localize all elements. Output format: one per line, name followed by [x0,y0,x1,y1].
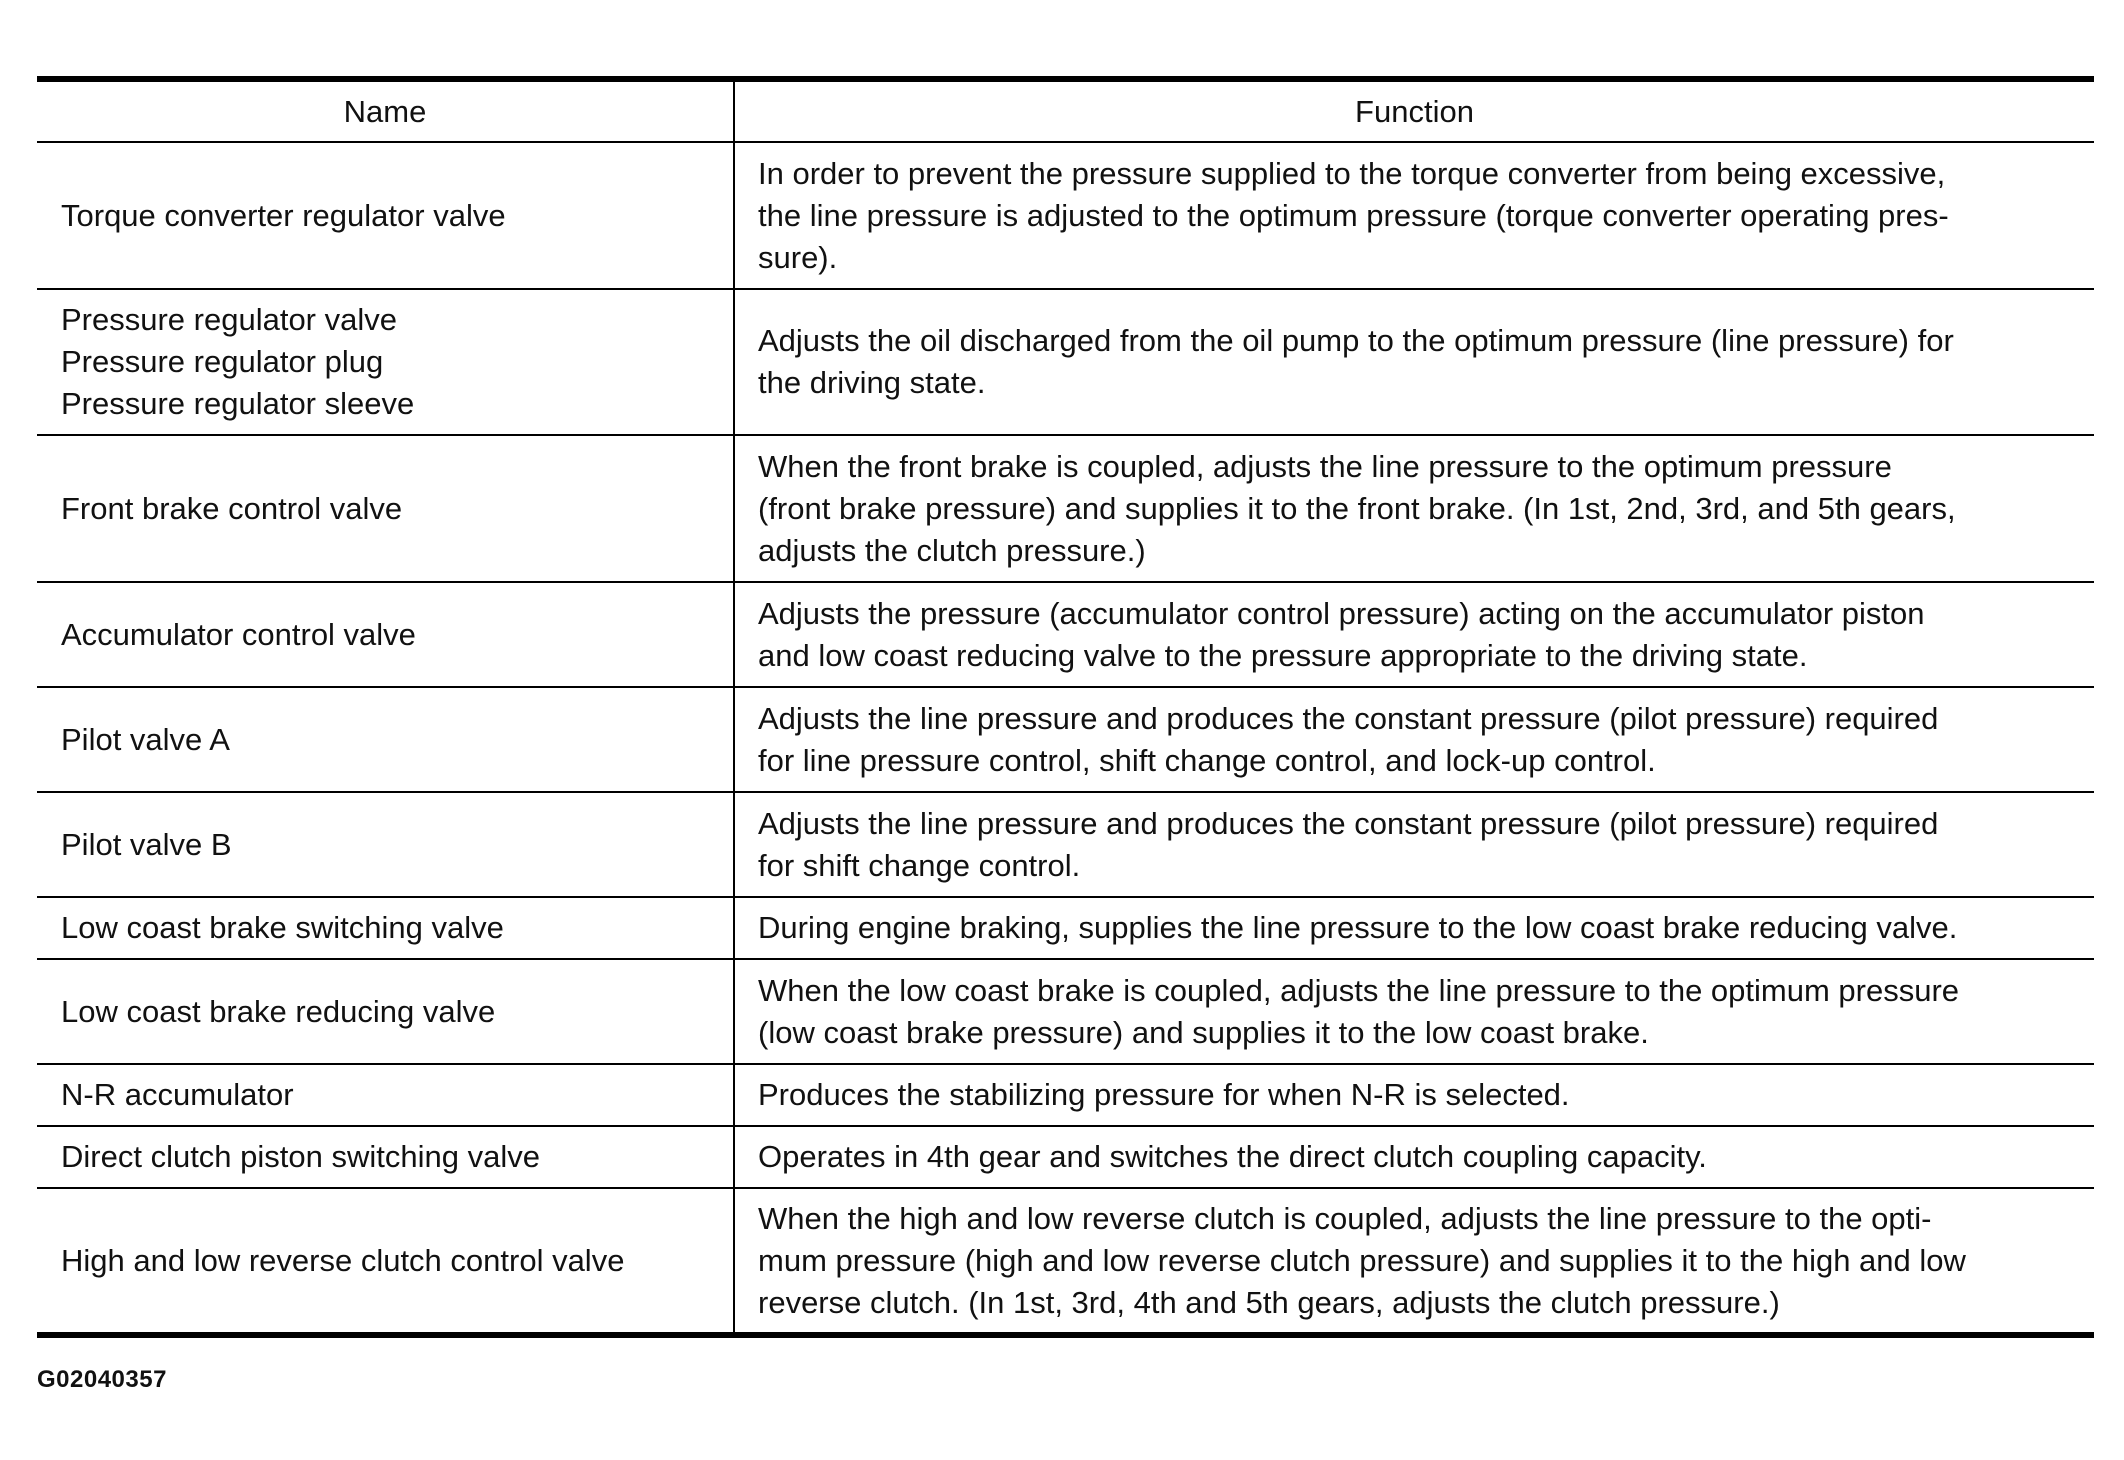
valve-function-cell: When the front brake is coupled, adjusts the line pressure to the optimum pressure (front brake pressure) and supplies it to the front brake. (In 1st, 2nd, 3rd, and 5th gears, adjusts the clutch pressure.) [734,435,2094,582]
valve-function-cell: Adjusts the line pressure and produces the constant pressure (pilot pressure) required for shift change control. [734,792,2094,897]
table-row [37,687,2094,792]
valve-name-cell [37,435,734,582]
valve-name-cell [37,897,734,959]
valve-name-cell [37,959,734,1064]
table-row [37,959,2094,1064]
table-row [37,1188,2094,1335]
table-row [37,792,2094,897]
valve-function-cell: In order to prevent the pressure supplied to the torque converter from being excessive, the line pressure is adjusted to the optimum pressure (torque converter operating pres- sure). [734,142,2094,289]
valve-name-cell [37,1064,734,1126]
table-row [37,1064,2094,1126]
valve-function-cell: Operates in 4th gear and switches the direct clutch coupling capacity. [734,1126,2094,1188]
name-column-header: Name [37,79,734,142]
valve-function-table [37,76,2094,1338]
valve-name: N-R accumulator [61,1077,294,1112]
valve-name: Pressure regulator sleeve [61,386,415,421]
valve-name: Accumulator control valve [61,616,416,652]
valve-name-cell [37,142,734,289]
table-header-row [37,79,2094,142]
table-body [37,142,2094,1335]
valve-name: Pilot valve B [61,826,232,862]
valve-name: Direct clutch piston switching valve [61,1139,540,1174]
valve-name: Low coast brake switching valve [61,910,504,945]
valve-function-cell: When the low coast brake is coupled, adjusts the line pressure to the optimum pressure (low coast brake pressure) and supplies it to the low coast brake. [734,959,2094,1064]
valve-function-cell: Adjusts the oil discharged from the oil pump to the optimum pressure (line pressure) for the driving state. [734,289,2094,435]
valve-name: Low coast brake reducing valve [61,993,496,1029]
valve-function-cell: Adjusts the pressure (accumulator control pressure) acting on the accumulator piston and low coast reducing valve to the pressure appropriate to the driving state. [734,582,2094,687]
figure-code: G02040357 [37,1366,167,1393]
valve-name-cell [37,1188,734,1335]
valve-function-cell: During engine braking, supplies the line pressure to the low coast brake reducing valve. [734,897,2094,959]
table-row [37,1126,2094,1188]
valve-name-cell [37,792,734,897]
valve-name: Pilot valve A [61,721,230,757]
table-row [37,582,2094,687]
table-row [37,142,2094,289]
valve-name-cell [37,687,734,792]
function-column-header: Function [734,79,2094,142]
table-row [37,435,2094,582]
valve-name: Torque converter regulator valve [61,197,506,233]
valve-function-cell: Produces the stabilizing pressure for when N-R is selected. [734,1064,2094,1126]
valve-name-cell [37,1126,734,1188]
valve-name: Pressure regulator valve [61,302,397,337]
valve-function-cell: When the high and low reverse clutch is coupled, adjusts the line pressure to the opti- mum pressure (high and low reverse clutch pressure) and supplies it to the high and low reverse clutch. (In 1st, 3rd, 4th and 5th gears, adjusts the clutch pressure.) [734,1188,2094,1335]
valve-name-cell [37,582,734,687]
table-row [37,289,2094,435]
valve-name: High and low reverse clutch control valve [61,1242,625,1278]
valve-name: Front brake control valve [61,490,403,526]
valve-name: Pressure regulator plug [61,344,384,379]
valve-function-cell: Adjusts the line pressure and produces the constant pressure (pilot pressure) required for line pressure control, shift change control, and lock-up control. [734,687,2094,792]
valve-name-cell [37,289,734,435]
table-row [37,897,2094,959]
